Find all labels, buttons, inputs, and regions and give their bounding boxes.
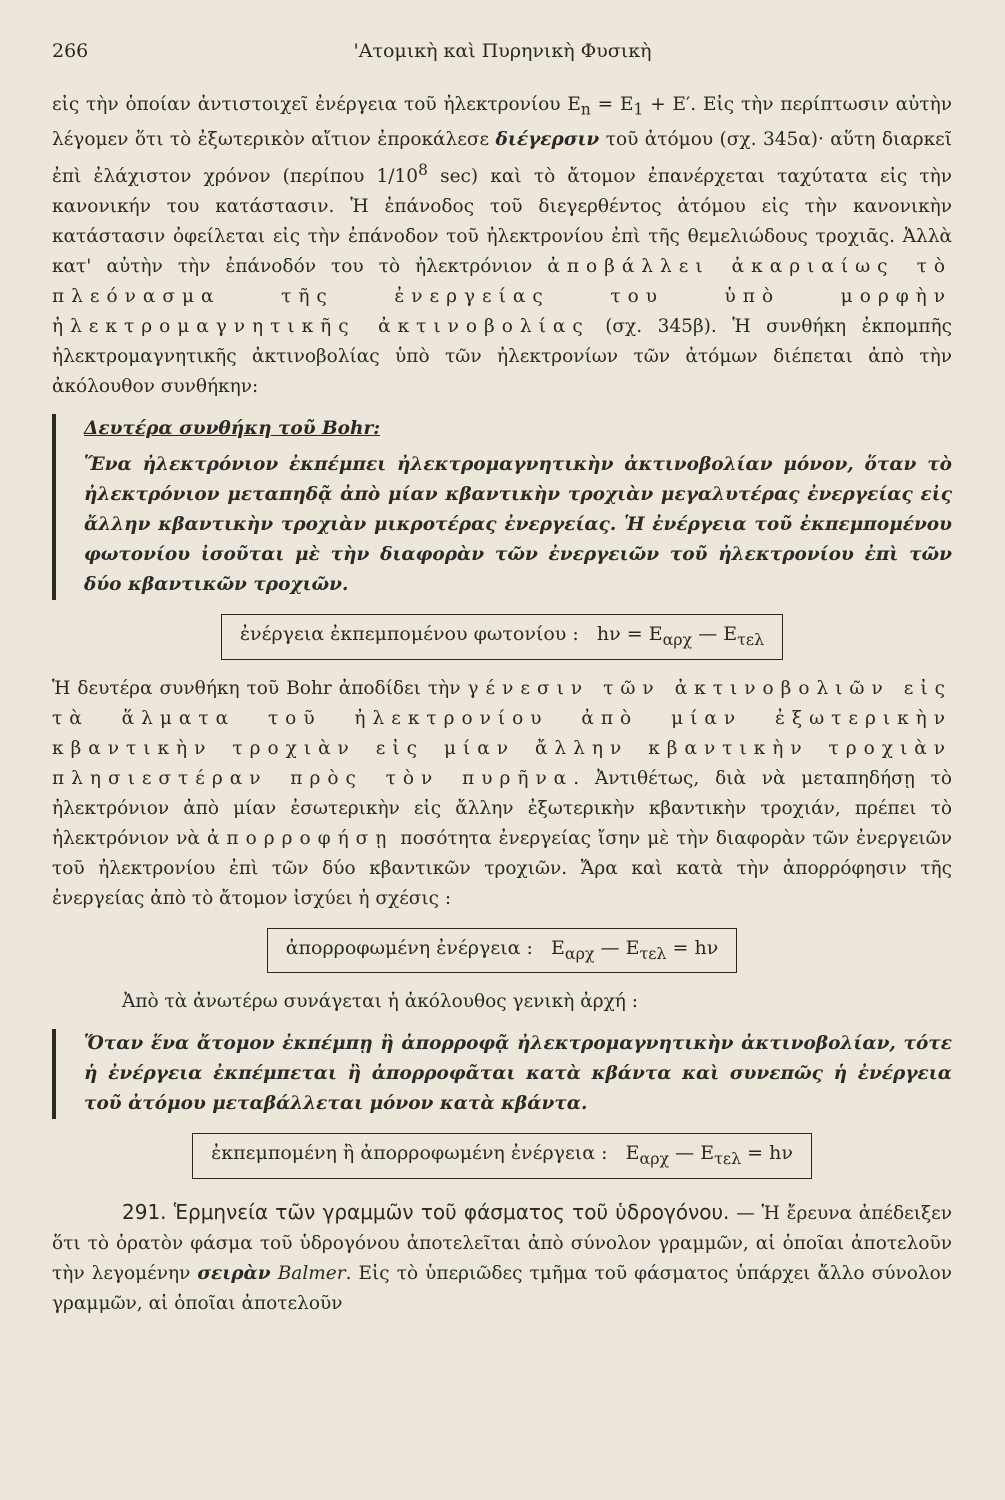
text-run: εἰς τὴν ὁποίαν ἀντιστοιχεῖ ἐνέργεια τοῦ ἠλεκτρονίου E xyxy=(52,94,581,115)
bohr-second-condition-text: Ἕνα ἠλεκτρόνιον ἐκπέμπει ἠλεκτρομαγνητικὴν ἀκτινοβολίαν μόνον, ὅταν τὸ ἠλεκτρόνιον μεταπηδᾷ ἀπὸ μίαν κβαντικὴν τροχιὰν μεγαλυτέρας ἐνεργείας εἰς ἄλλην κβαντικὴν τροχιὰν μικροτέρας ἐνεργείας. Ἡ ἐνέργεια τοῦ ἐκπεμπομένου φωτονίου ἰσοῦται μὲ τὴν διαφορὰν τῶν ἐνεργειῶν τοῦ ἠλεκτρονίου ἐπὶ τῶν δύο κβαντικῶν τροχιῶν. xyxy=(84,453,952,595)
subscript: τελ xyxy=(639,943,667,963)
formula-emission xyxy=(221,614,783,660)
formula-label: ἐνέργεια ἐκπεμπομένου φωτονίου : xyxy=(239,622,579,645)
text-run: — xyxy=(729,1203,762,1225)
subscript: n xyxy=(580,100,591,119)
text-run: (σχ. 345β). Ἡ συνθήκη ἐκπομπῆς ἠλεκτρομαγνητικῆς ἀκτινοβολίας ὑπὸ τῶν ἠλεκτρονίων τῶν ἀτόμων διέπεται ἀπὸ τὴν ἀκόλουθον συνθήκην: xyxy=(52,315,953,397)
formula-absorption-wrap xyxy=(52,928,952,974)
subscript: αρχ xyxy=(639,1149,670,1169)
formula-term: E xyxy=(700,1142,715,1165)
subscript: τελ xyxy=(714,1149,742,1169)
general-principle-block xyxy=(52,1029,952,1119)
emphasis: σειρὰν xyxy=(197,1263,271,1285)
text-run: = E xyxy=(590,94,634,115)
subscript: αρχ xyxy=(564,943,595,963)
section-heading: 291. Ἑρμηνεία τῶν γραμμῶν τοῦ φάσματος τοῦ ὑδρογόνου. xyxy=(122,1200,730,1225)
text-run: + E′. Εἰς τὴν περίπτωσιν αὐτὴν λέγομεν ὅτι τὸ ἐξωτερικὸν αἴτιον ἐπροκάλεσε xyxy=(52,94,952,150)
formula-operator: — xyxy=(669,1142,701,1165)
text-run: τοῦ ἀτόμου (σχ. 345α)· αὕτη διαρκεῖ ἐπὶ ἐλάχιστον χρόνον (περίπου 1/10 xyxy=(52,128,952,187)
page-number: 266 xyxy=(52,40,89,62)
emphasis: διέγερσιν xyxy=(495,128,600,150)
text-run: . Ἀντιθέτως, διὰ νὰ μεταπηδήσῃ τὸ ἠλεκτρόνιον ἀπὸ μίαν ἐσωτερικὴν εἰς ἄλλην ἐξωτερικὴν κβαντικὴν τροχιάν, πρέπει τὸ ἠλεκτρόνιον νὰ xyxy=(52,767,952,849)
spaced-emphasis: ἀποβάλλει ἀκαριαίως τὸ πλεόνασμα τῆς ἐνεργείας του ὑπὸ μορφὴν ἠλεκτρομαγνητικῆς ἀκτινοβολίας xyxy=(52,255,952,337)
superscript: 8 xyxy=(418,160,428,179)
page-body xyxy=(52,90,952,1319)
general-principle-text: Ὅταν ἕνα ἄτομον ἐκπέμπῃ ἢ ἀπορροφᾷ ἠλεκτρομαγνητικὴν ἀκτινοβολίαν, τότε ἡ ἐνέργεια ἐκπέμπεται ἢ ἀπορροφᾶται κατὰ κβάντα καὶ συνεπῶς ἡ ἐνέργεια τοῦ ἀτόμου μεταβάλλεται μόνον κατὰ κβάντα. xyxy=(84,1033,952,1115)
spaced-emphasis: γένεσιν τῶν ἀκτινοβολιῶν εἰς τὰ ἅλματα τοῦ ἠλεκτρονίου ἀπὸ μίαν ἐξωτερικὴν κβαντικὴν τροχιὰν εἰς μίαν ἄλλην κβαντικὴν τροχιὰν πλησιεστέραν πρὸς τὸν πυρῆνα xyxy=(52,677,952,789)
formula-label: ἐκπεμπομένη ἢ ἀπορροφωμένη ἐνέργεια : xyxy=(211,1142,608,1165)
page-header xyxy=(52,40,953,70)
formula-term: E xyxy=(625,1142,640,1165)
formula-term: E xyxy=(625,936,640,959)
formula-emission-wrap xyxy=(52,614,952,660)
formula-operator: — xyxy=(692,622,724,645)
formula-general xyxy=(192,1133,812,1179)
bohr-second-condition-block xyxy=(52,414,952,600)
formula-operator: = xyxy=(620,622,649,645)
formula-term: E xyxy=(551,936,565,959)
text-run: ποσότητα ἐνεργείας ἴσην μὲ τὴν διαφορὰν τῶν ἐνεργειῶν τοῦ ἠλεκτρονίου ἐπὶ τῶν δύο κβαντικῶν τροχιῶν. Ἄρα καὶ κατὰ τὴν ἀπορρόφησιν τῆς ἐνεργείας ἀπὸ τὸ ἄτομον ἰσχύει ἡ σχέσις : xyxy=(52,827,952,909)
formula-term: hν xyxy=(694,936,719,959)
subscript: 1 xyxy=(633,100,644,119)
subscript: τελ xyxy=(737,629,765,649)
text-run: sec) καὶ τὸ ἄτομον ἐπανέρχεται ταχύτατα εἰς τὴν κανονικήν του κατάστασιν. Ἡ ἐπάνοδος τοῦ διεγερθέντος ἀτόμου εἰς τὴν κανονικὴν κατάστασιν ὀφείλεται εἰς τὴν ἐπάνοδον τοῦ ἠλεκτρονίου ἐπὶ τῆς θεμελιώδους τροχιᾶς. Ἀλλὰ κατ' αὐτὴν τὴν ἐπάνοδόν του τὸ ἠλεκτρόνιον xyxy=(52,165,952,277)
paragraph-genesis xyxy=(52,674,952,914)
running-title: 'Ατομικὴ καὶ Πυρηνικὴ Φυσικὴ xyxy=(353,40,652,62)
paragraph-principle-intro: Ἀπὸ τὰ ἀνωτέρω συνάγεται ἡ ἀκόλουθος γενικὴ ἀρχή : xyxy=(122,991,638,1013)
formula-general-wrap xyxy=(52,1133,952,1179)
formula-term: hν xyxy=(596,622,621,645)
text-run: Ἡ δευτέρα συνθήκη τοῦ Bohr ἀποδίδει τὴν xyxy=(52,677,468,699)
text-run: . Εἰς τὸ ὑπεριῶδες τμῆμα τοῦ φάσματος ὑπάρχει ἄλλο σύνολον γραμμῶν, αἱ ὁποῖαι ἀποτελοῦν xyxy=(52,1263,952,1315)
formula-absorption xyxy=(267,928,738,974)
section-291 xyxy=(52,1197,952,1319)
formula-term: hν xyxy=(769,1142,793,1165)
formula-label: ἀπορροφωμένη ἐνέργεια : xyxy=(285,936,533,959)
formula-operator: — xyxy=(594,936,626,959)
bohr-second-condition-title: Δευτέρα συνθήκη τοῦ Bohr: xyxy=(84,417,381,439)
text-run: Ἡ ἔρευνα ἀπέδειξεν ὅτι τὸ ὁρατὸν φάσμα τοῦ ὑδρογόνου ἀποτελεῖται ἀπὸ σύνολον γραμμῶν, αἱ ὁποῖαι ἀποτελοῦν τὴν λεγομένην xyxy=(52,1203,952,1285)
formula-operator: = xyxy=(741,1142,770,1165)
spaced-emphasis: ἀπορροφήσῃ xyxy=(206,827,394,849)
formula-term: E xyxy=(723,622,738,645)
paragraph-excitation xyxy=(52,90,952,402)
formula-operator: = xyxy=(666,936,695,959)
formula-term: E xyxy=(648,622,663,645)
subscript: αρχ xyxy=(662,629,693,649)
text-run xyxy=(271,1263,278,1284)
emphasis: Balmer xyxy=(277,1263,346,1285)
